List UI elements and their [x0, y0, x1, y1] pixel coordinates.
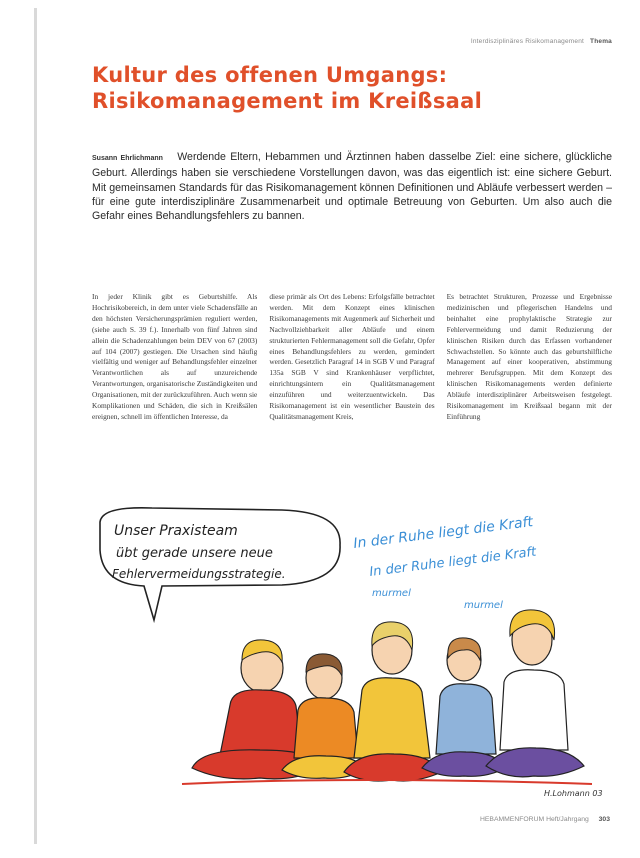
- title-line-2: Risikomanagement im Kreißsaal: [92, 89, 483, 113]
- title-line-1: Kultur des offenen Umgangs:: [92, 63, 448, 87]
- footer-journal: HEBAMMENFORUM: [479, 816, 545, 823]
- murmel-text-1: murmel: [372, 588, 411, 599]
- body-column-2: [269, 292, 434, 454]
- person-laughing: [486, 610, 584, 777]
- body-column-3: [447, 292, 612, 454]
- running-header: [471, 38, 612, 45]
- person-yellow-shirt: [344, 622, 442, 781]
- murmel-text-2: murmel: [464, 600, 503, 611]
- lead-paragraph: [92, 150, 612, 223]
- person-blue-shirt: [422, 638, 506, 777]
- body-columns: [92, 292, 612, 454]
- speech-line-2: übt gerade unsere neue: [116, 546, 273, 561]
- lead-text: Werdende Eltern, Hebammen und Ärztinnen haben dasselbe Ziel: eine sichere, glückliche Geburt. Allerdings haben sie verschiedene Vorstellungen davon, was das eigentlich ist: eine sichere Geburt. Mit gemeinsamen Standards für das Risikomanagement können Definitionen und Abläufe verbessert werden – für eine gute interdisziplinäre Zusammenarbeit und optimale Betreuung von Geburten. Um also auch die Gefahr eines Behandlungsfehlers zu bannen.: [92, 151, 613, 223]
- floor-line: [182, 780, 592, 784]
- header-label: Thema: [590, 38, 612, 45]
- header-section: Interdisziplinäres Risikomanagement: [470, 38, 585, 45]
- illustrator-signature: H.Lohmann 03: [544, 789, 603, 798]
- speech-line-3: Fehlervermeidungsstrategie.: [112, 567, 286, 581]
- page-edge: [34, 8, 37, 844]
- page-footer: [480, 816, 610, 823]
- chant-text-1: In der Ruhe liegt die Kraft: [352, 514, 534, 552]
- body-text-2: diese primär als Ort des Lebens: Erfolgsfälle betrachtet werden. Mit dem Konzept eines klinischen Risikomanagements mit Augenmerk auf Sicherheit und Nachvollziehbarkeit aller Abläufe und einem strukturierten Fehlermanagement soll die Gefahr, Opfer eines Behandlungsfehlers zu werden, gemindert werden. Gesetzlich Paragraf 14 in SGB V und Paragraf 135a SGB V sind Krankenhäuser verpflichtet, einrichtungsintern ein Qualitätsmanagement einzuführen und weiterzuentwickeln. Das Risikomanagement ist ein wesentlicher Baustein des Qualitätsmanagement Kreis,: [269, 292, 435, 421]
- footer-issue: Heft/Jahrgang: [546, 816, 589, 823]
- page-number: 303: [598, 816, 610, 823]
- chant-text-2: In der Ruhe liegt die Kraft: [368, 544, 538, 580]
- body-text-1: In jeder Klinik gibt es Geburtshilfe. Als Hochrisikobereich, in dem unter viele Schadensfälle an den höchsten Versicherungsprämien reguliert werden, (siehe auch S. 39 f.). Innerhalb von fünf Jahren sind allein die Schadenzahlungen beim DEV von 67 (2003) auf 104 (2007) gestiegen. Die Ursachen sind häufig vielfältig und weniger auf Behandlungsfehler einzelner Verantwortlichen als auf unzureichende Verantwortungen, organisatorische Zuständigkeiten und Organisationen, mit der zurückzuführen. Auch wenn sie Komplikationen und Schäden, die sich in Kreißsälen ereignen, schnell im öffentlichen Interesse, da: [92, 292, 258, 421]
- body-column-1: [92, 292, 257, 454]
- article-title: [92, 62, 612, 114]
- author-name: Susann Ehrlichmann: [92, 155, 163, 162]
- cartoon-illustration: [92, 500, 612, 800]
- body-text-3: Es betrachtet Strukturen, Prozesse und Ergebnisse medizinischen und pflegerischen Handelns und beinhaltet eine prophylaktische Strategie zur Fehlervermeidung und damit Reduzierung der klinischen Risiken durch das Erfassen vorhandener Schwachstellen. So könnte auch das geburtshilfliche Management auf einer kooperativen, abstimmung mehrerer Berufsgruppen. Mit dem Konzept des klinischen Risikomanagements werden definierte Abläufe interdisziplinärer Arbeitsweisen festgelegt. Risikomanagement im Kreißsaal begann mit der Einführung: [446, 292, 612, 421]
- speech-line-1: Unser Praxisteam: [114, 523, 238, 539]
